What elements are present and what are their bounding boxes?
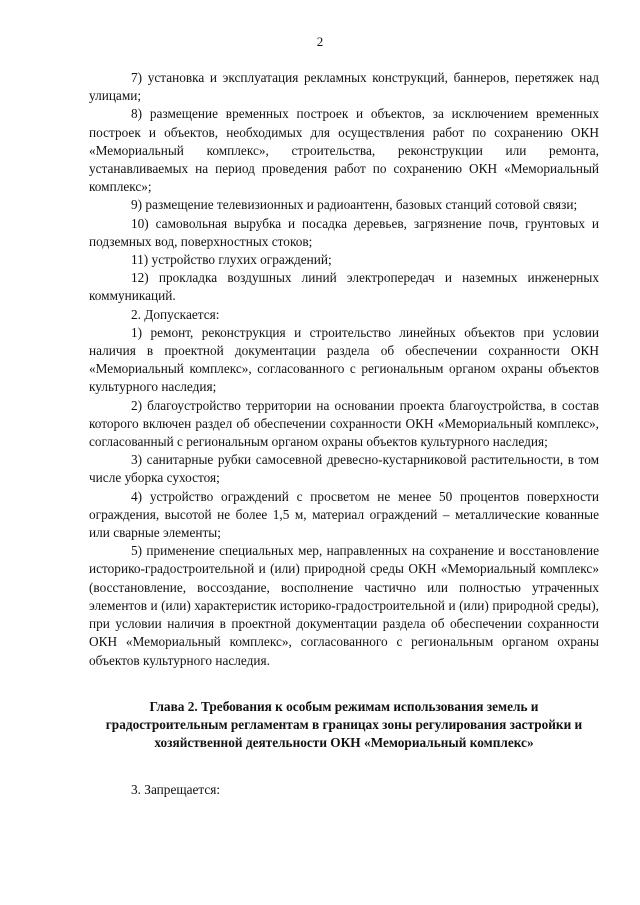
paragraph-item-10: 10) самовольная вырубка и посадка деревьев, загрязнение почв, грунтовых и подземных вод, поверхностных стоков; <box>89 215 599 249</box>
paragraph-item-8: 8) размещение временных построек и объектов, за исключением временных построек и объектов, необходимых для осуществления работ по сохранению ОКН «Мемориальный комплекс», строительства, реконструкции или ремонта, устанавливаемых на период проведения работ по сохранению ОКН «Мемориальный комплекс»; <box>89 106 599 195</box>
section-3-title: 3. Запрещается: <box>131 782 221 798</box>
section-2-title: 2. Допускается: <box>131 306 220 322</box>
paragraph-item-7: 7) установка и эксплуатация рекламных конструкций, баннеров, перетяжек над улицами; <box>89 70 599 104</box>
paragraph-item-12: 12) прокладка воздушных линий электропередач и наземных инженерных коммуникаций. <box>89 270 599 304</box>
document-body <box>89 69 599 800</box>
paragraph-item-11: 11) устройство глухих ограждений; <box>131 252 332 268</box>
chapter-heading: Глава 2. Требования к особым режимам использования земель и градостроительным регламентам в границах зоны регулирования застройки и хозяйственной деятельности ОКН «Мемориальный комплекс» <box>105 698 583 751</box>
paragraph-item-9: 9) размещение телевизионных и радиоантенн, базовых станций сотовой связи; <box>131 197 578 213</box>
paragraph-allowed-5: 5) применение специальных мер, направленных на сохранение и восстановление историко-градостроительной и (или) природной среды ОКН «Мемориальный комплекс» (восстановление, воссоздание, восполнение частично или полностью утраченных элементов и (или) характеристик историко-градостроительной и (или) природной среды), при условии наличия в проектной документации раздела об обеспечении сохранности ОКН «Мемориальный комплекс», согласованного с региональным органом охраны объектов культурного наследия. <box>89 543 599 668</box>
paragraph-allowed-2: 2) благоустройство территории на основании проекта благоустройства, в состав которого включен раздел об обеспечении сохранности ОКН «Мемориальный комплекс», согласованный с региональным органом охраны объектов культурного наследия; <box>89 397 599 450</box>
page-number: 2 <box>316 34 324 49</box>
paragraph-allowed-3: 3) санитарные рубки самосевной древесно-кустарниковой растительности, в том числе уборка сухостоя; <box>89 452 599 486</box>
paragraph-allowed-1: 1) ремонт, реконструкция и строительство линейных объектов при условии наличия в проектной документации раздела об обеспечении сохранности ОКН «Мемориальный комплекс», согласованного с региональным органом охраны объектов культурного наследия; <box>89 324 599 395</box>
paragraph-allowed-4: 4) устройство ограждений с просветом не менее 50 процентов поверхности ограждения, высотой не более 1,5 м, материал ограждений – металлические кованные или сварные элементы; <box>89 488 599 541</box>
